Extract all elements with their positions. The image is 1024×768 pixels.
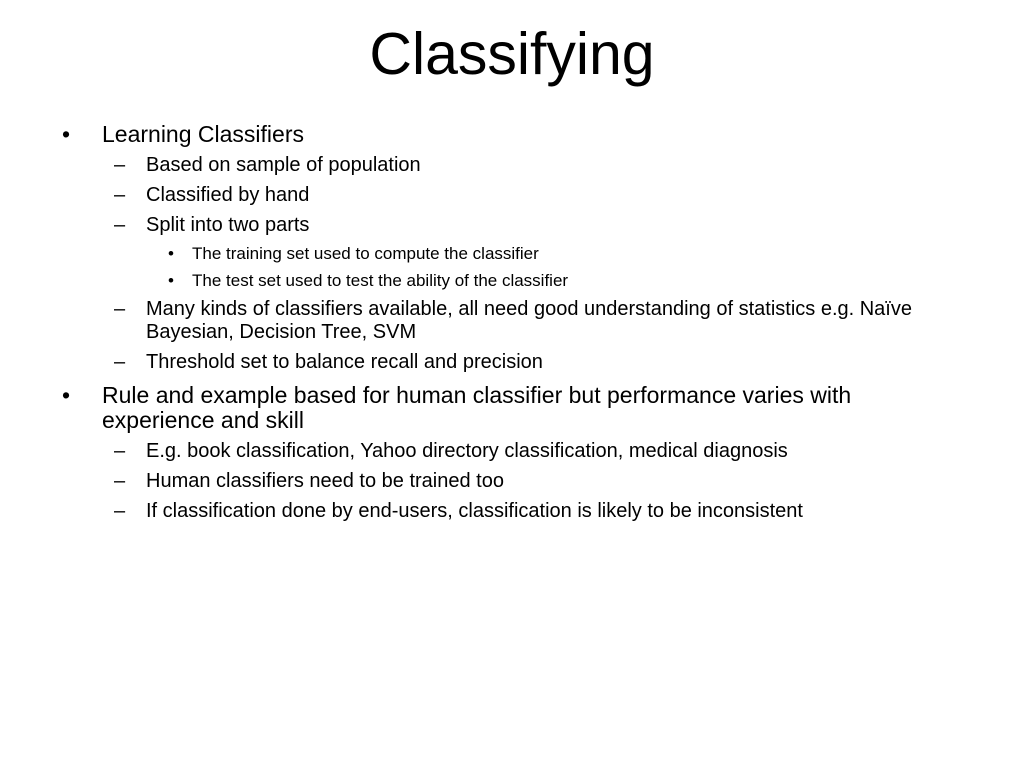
- bullet-text: Learning Classifiers: [102, 121, 304, 147]
- bullet-text: Split into two parts: [146, 214, 310, 236]
- sub-item-sample: [114, 154, 918, 177]
- dash-marker: –: [114, 214, 126, 236]
- bullet-marker: •: [62, 121, 71, 147]
- sub-item-split: [114, 214, 918, 237]
- sub-item-examples: [114, 440, 918, 463]
- sub-item-many-kinds: [114, 298, 918, 344]
- slide-content: [58, 120, 918, 523]
- bullet-text: The test set used to test the ability of the classifier: [192, 271, 569, 290]
- bullet-text: E.g. book classification, Yahoo directory classification, medical diagnosis: [146, 440, 788, 462]
- bullet-text: The training set used to compute the classifier: [192, 244, 539, 263]
- bullet-text: Based on sample of population: [146, 154, 421, 176]
- dash-marker: –: [114, 351, 126, 373]
- dash-marker: –: [114, 154, 126, 176]
- dash-marker: –: [114, 184, 126, 206]
- sub-sub-item-training-set: [168, 243, 918, 264]
- dash-marker: –: [114, 298, 126, 320]
- sub-item-trained: [114, 470, 918, 493]
- bullet-marker: •: [168, 244, 174, 263]
- sub-item-inconsistent: [114, 500, 918, 523]
- bullet-item-rule-and-example: [58, 383, 918, 433]
- bullet-marker: •: [62, 382, 71, 408]
- slide-title: Classifying: [369, 21, 655, 87]
- sub-item-by-hand: [114, 184, 918, 207]
- dash-marker: –: [114, 500, 126, 522]
- bullet-text: Rule and example based for human classifier but performance varies with experience and skill: [102, 382, 852, 433]
- bullet-text: Many kinds of classifiers available, all need good understanding of statistics e.g. Naïve Bayesian, Decision Tree, SVM: [146, 298, 912, 343]
- sub-sub-item-test-set: [168, 270, 918, 291]
- dash-marker: –: [114, 440, 126, 462]
- dash-marker: –: [114, 470, 126, 492]
- bullet-item-learning-classifiers: [58, 122, 918, 147]
- bullet-text: Classified by hand: [146, 184, 310, 206]
- bullet-text: Human classifiers need to be trained too: [146, 470, 504, 492]
- bullet-text: If classification done by end-users, classification is likely to be inconsistent: [146, 500, 803, 522]
- sub-item-threshold: [114, 351, 918, 374]
- bullet-marker: •: [168, 271, 174, 290]
- bullet-text: Threshold set to balance recall and precision: [146, 351, 543, 373]
